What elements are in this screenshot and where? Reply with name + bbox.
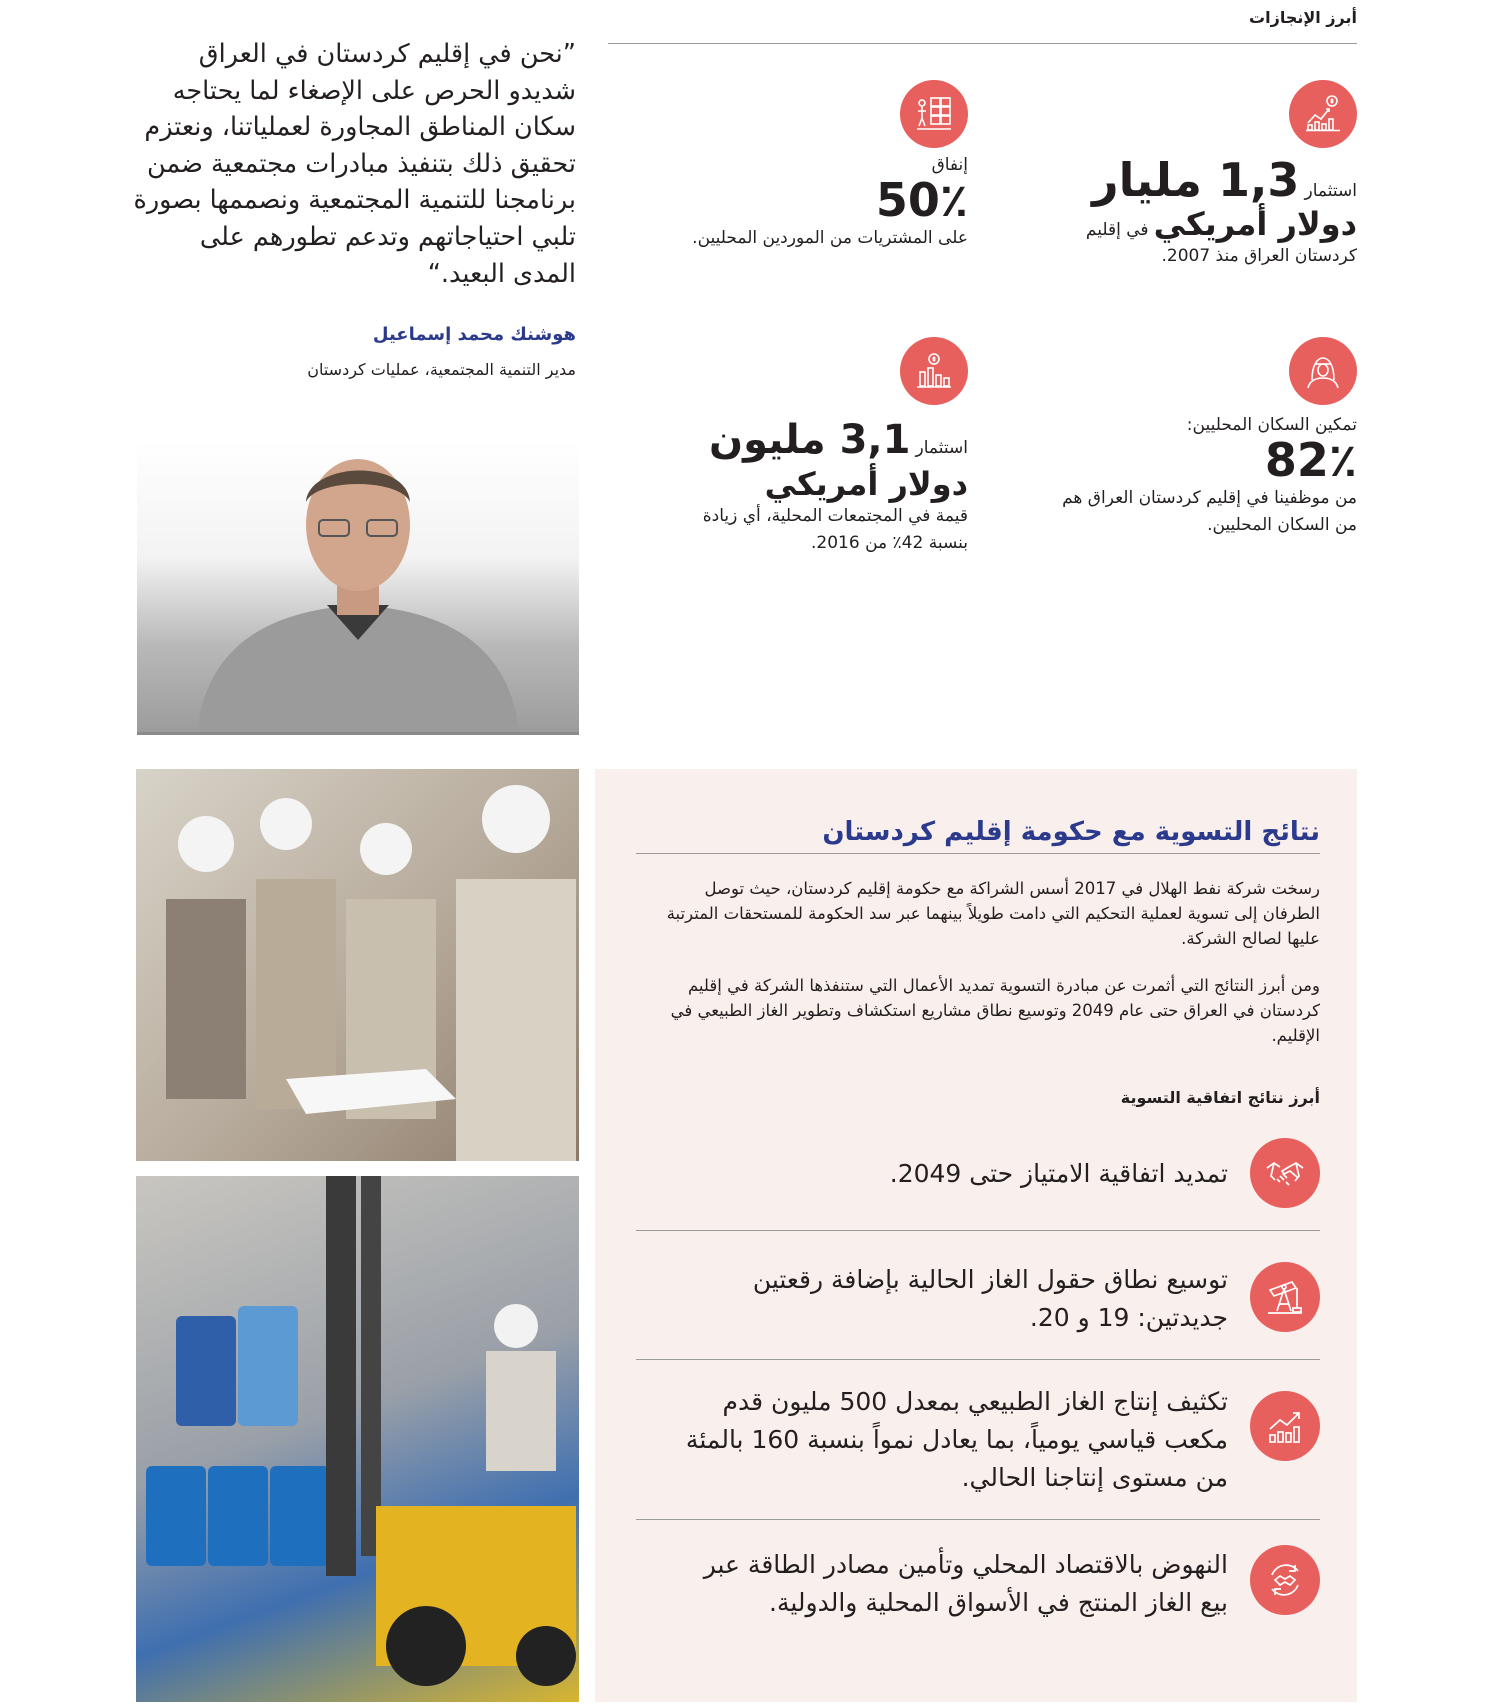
stat-description: من موظفينا في إقليم كردستان العراق هم من السكان المحليين.	[1062, 488, 1357, 535]
stat-local-employment	[1057, 415, 1357, 539]
local-person-icon	[1289, 337, 1357, 405]
portrait-divider	[137, 732, 579, 735]
quote-author-name: هوشنك محمد إسماعيل	[372, 324, 576, 345]
stat-label: استثمار	[1304, 181, 1357, 201]
stat-label: استثمار	[915, 438, 968, 458]
settlement-item-4: النهوض بالاقتصاد المحلي وتأمين مصادر الطاقة عبر بيع الغاز المنتج في الأسواق المحلية والدولية.	[703, 1550, 1228, 1617]
pull-quote: ”نحن في إقليم كردستان في العراق شديدو الحرص على الإصغاء لما يحتاجه سكان المناطق المجاورة لعملياتنا، ونعتزم تحقيق ذلك بتنفيذ مبادرات مجتمعية ضمن برنامجنا للتنمية المجتمعية ونصممها بصورة تلبي احتياجاتهم وتدعم تطورهم على المدى البعيد.“	[133, 39, 576, 289]
warehouse-boxes-icon	[900, 80, 968, 148]
item-divider	[636, 1230, 1320, 1231]
growth-chart-icon	[1289, 80, 1357, 148]
settlement-paragraph-2: ومن أبرز النتائج التي أثمرت عن مبادرة التسوية تمديد الأعمال التي ستنفذها الشركة في إقليم كردستان في العراق حتى عام 2049 وتوسيع نطاق مشاريع استكشاف وتطوير الغاز الطبيعي في الإقليم.	[670, 976, 1320, 1045]
oil-pump-icon	[1250, 1262, 1320, 1332]
handshake-icon	[1250, 1138, 1320, 1208]
stat-description: قيمة في المجتمعات المحلية، أي زيادة بنسبة 42٪ من 2016.	[702, 506, 968, 553]
stat-value: 1,3 مليار	[1092, 153, 1300, 207]
settlement-title-divider	[636, 853, 1320, 854]
stat-label: إنفاق	[931, 155, 968, 175]
settlement-paragraph-1: رسخت شركة نفط الهلال في 2017 أسس الشراكة مع حكومة إقليم كردستان، حيث توصل الطرفان إلى تسوية لعملية التحكيم التي دامت طويلاً بينهما عبر سد الحكومة للمستحقات المترتبة عليها لصالح الشركة.	[666, 879, 1320, 948]
engineers-reviewing-plans-photo	[136, 769, 579, 1161]
item-divider	[636, 1519, 1320, 1520]
circular-handshake-icon	[1250, 1545, 1320, 1615]
settlement-item-3: تكثيف إنتاج الغاز الطبيعي بمعدل 500 مليون قدم مكعب قياسي يومياً، بما يعادل نمواً بنسبة 160 بالمئة من مستوى إنتاجنا الحالي.	[685, 1387, 1228, 1492]
forklift-warehouse-photo	[136, 1176, 579, 1702]
quote-author-role: مدير التنمية المجتمعية، عمليات كردستان	[307, 360, 576, 379]
title-divider	[608, 43, 1357, 44]
rising-bars-icon	[1250, 1391, 1320, 1461]
stat-value: 50٪	[875, 173, 968, 227]
stat-unit: دولار أمريكي	[764, 465, 968, 503]
settlement-subtitle: أبرز نتائج اتفاقية التسوية	[1120, 1088, 1320, 1107]
stat-unit: دولار أمريكي	[1153, 205, 1357, 243]
stat-description: على المشتريات من الموردين المحليين.	[692, 228, 968, 248]
settlement-title: نتائج التسوية مع حكومة إقليم كردستان	[822, 817, 1320, 847]
stat-local-procurement	[668, 155, 968, 252]
achievements-title: أبرز الإنجازات	[1249, 8, 1357, 27]
item-divider	[636, 1359, 1320, 1360]
stat-description: كردستان العراق منذ 2007.	[1161, 246, 1357, 266]
stat-value: 82٪	[1264, 433, 1357, 487]
settlement-item-2: توسيع نطاق حقول الغاز الحالية بإضافة رقعتين جديدتين: 19 و 20.	[752, 1265, 1228, 1332]
stat-investment-billion	[1057, 155, 1357, 270]
author-portrait-photo	[137, 440, 579, 732]
investment-bars-icon	[900, 337, 968, 405]
stat-label: تمكين السكان المحليين:	[1186, 415, 1357, 435]
settlement-item-1: تمديد اتفاقية الامتياز حتى 2049.	[889, 1159, 1228, 1188]
stat-community-investment	[668, 415, 968, 557]
stat-unit-suffix: في إقليم	[1085, 220, 1149, 240]
stat-value: 3,1 مليون	[709, 417, 911, 463]
